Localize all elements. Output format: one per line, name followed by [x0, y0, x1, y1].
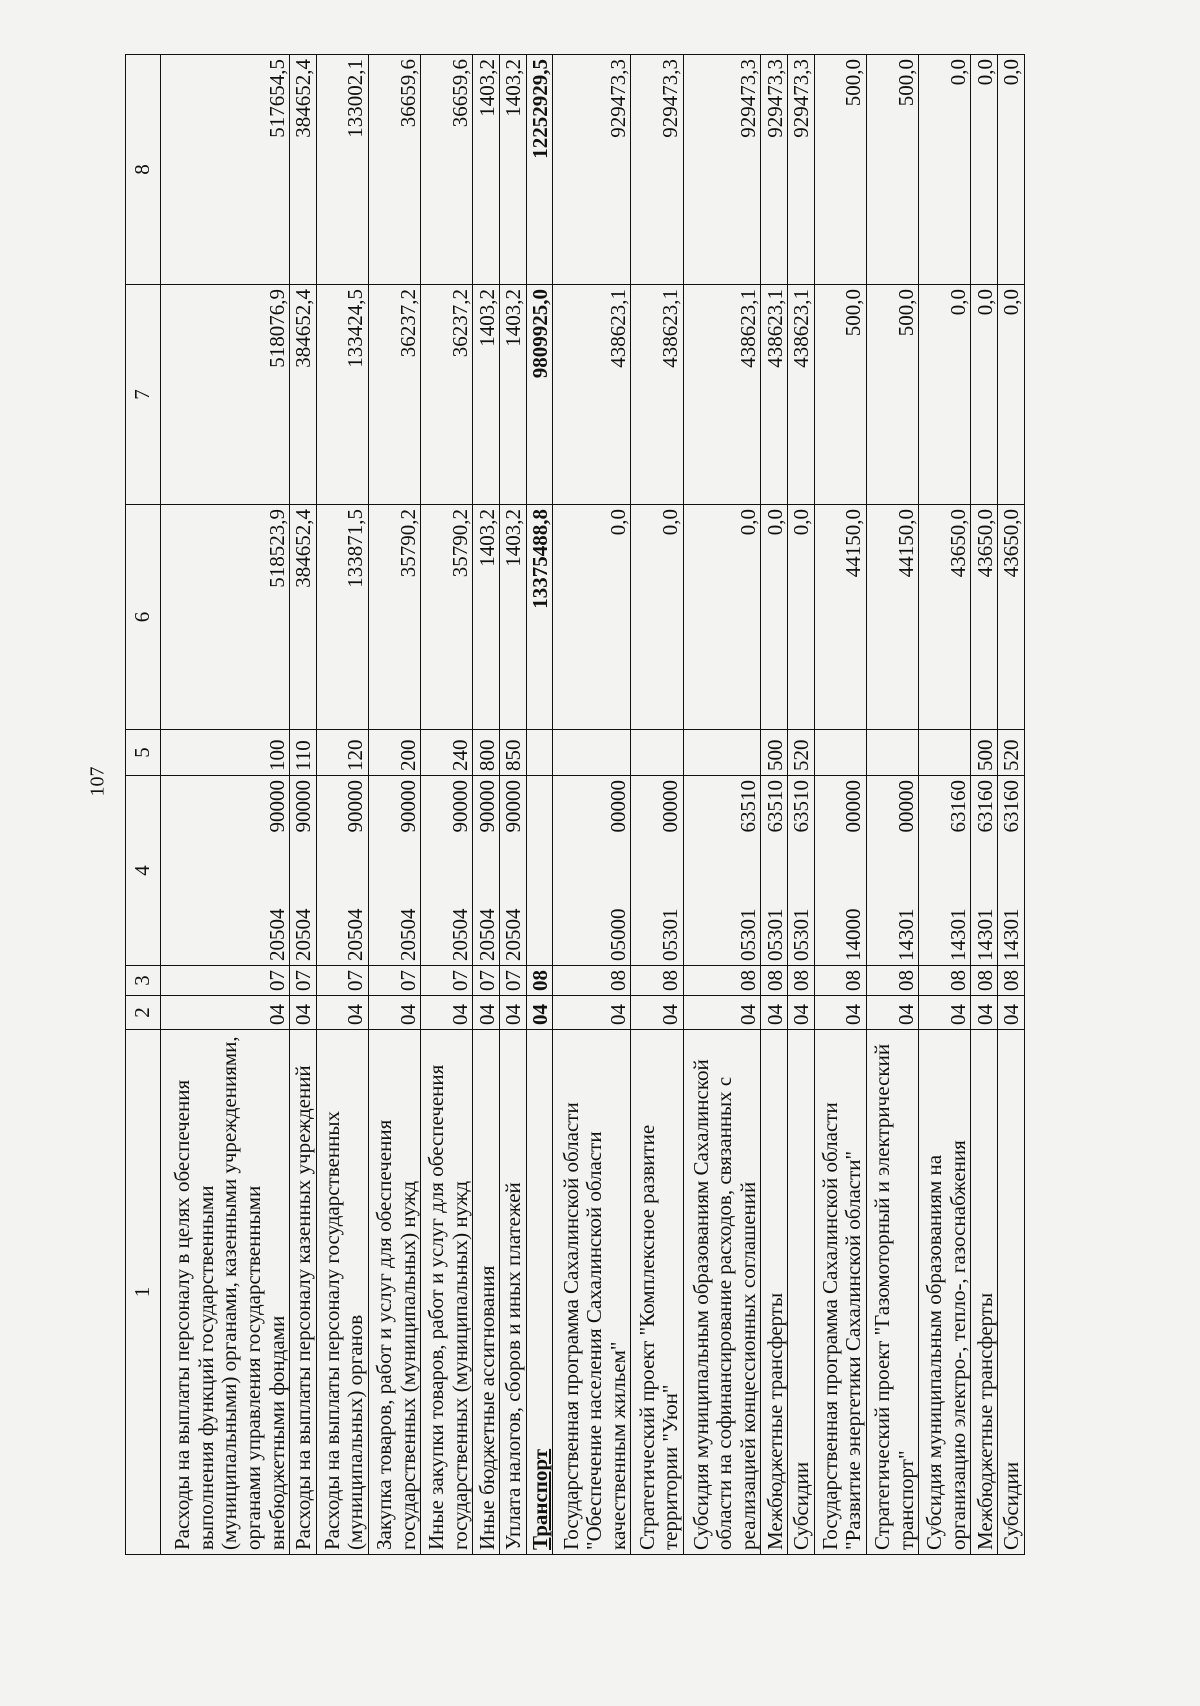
target-article-cell [683, 776, 761, 966]
subsection-code-cell: 07 [500, 966, 527, 996]
section-code-cell: 04 [368, 996, 420, 1030]
target-article-part-2: 00000 [605, 780, 630, 833]
col-header-5: 5 [126, 730, 161, 776]
target-article-part-2: 63510 [789, 780, 814, 833]
expense-type-cell [683, 730, 761, 776]
row-name-cell: Иные закупки товаров, работ и услуг для обеспечения государственных (муниципальных) нужд [421, 1030, 473, 1555]
expense-type-cell: 100 [161, 730, 290, 776]
target-article-cell [761, 776, 788, 966]
target-article-part-1: 20504 [395, 908, 420, 961]
target-article-cell [919, 776, 971, 966]
section-code-cell: 04 [473, 996, 500, 1030]
expense-type-cell: 850 [500, 730, 527, 776]
target-article-cell [473, 776, 500, 966]
amount-col6-cell: 0,0 [683, 505, 761, 730]
expense-type-cell [631, 730, 683, 776]
table-row [814, 55, 866, 1555]
amount-col8-cell: 36659,6 [421, 55, 473, 285]
section-code-cell: 04 [421, 996, 473, 1030]
target-article-part-2: 63160 [972, 780, 997, 833]
row-name-cell: Уплата налогов, сборов и иных платежей [500, 1030, 527, 1555]
section-code-cell: 04 [500, 996, 527, 1030]
table-row [866, 55, 918, 1555]
amount-col8-cell: 0,0 [971, 55, 998, 285]
expense-type-cell: 800 [473, 730, 500, 776]
target-article-part-1: 14301 [999, 908, 1024, 961]
table-row [500, 55, 527, 1555]
amount-col7-cell: 438623,1 [553, 285, 631, 505]
target-article-part-1: 14301 [972, 908, 997, 961]
amount-col8-cell: 500,0 [814, 55, 866, 285]
subsection-code-cell: 08 [683, 966, 761, 996]
subsection-code-cell: 08 [919, 966, 971, 996]
target-article-cell [316, 776, 368, 966]
expense-type-cell [866, 730, 918, 776]
table-row [971, 55, 998, 1555]
amount-col7-cell: 518076,9 [161, 285, 290, 505]
table-row [919, 55, 971, 1555]
section-code-cell: 04 [814, 996, 866, 1030]
section-code-cell: 04 [866, 996, 918, 1030]
amount-col8-cell: 500,0 [866, 55, 918, 285]
amount-col8-cell: 384652,4 [290, 55, 317, 285]
target-article-cell [553, 776, 631, 966]
subsection-code-cell: 07 [473, 966, 500, 996]
expense-type-cell [919, 730, 971, 776]
table-row [788, 55, 815, 1555]
rotated-page [125, 55, 1025, 1555]
amount-col7-cell: 0,0 [971, 285, 998, 505]
subsection-code-cell: 07 [368, 966, 420, 996]
subsection-code-cell: 08 [814, 966, 866, 996]
row-name-cell: Межбюджетные трансферты [761, 1030, 788, 1555]
col-header-6: 6 [126, 505, 161, 730]
budget-table [125, 54, 1025, 1555]
amount-col8-cell: 0,0 [998, 55, 1025, 285]
target-article-part-1: 05000 [605, 908, 630, 961]
expense-type-cell: 500 [971, 730, 998, 776]
amount-col7-cell: 438623,1 [631, 285, 683, 505]
amount-col8-cell: 1403,2 [500, 55, 527, 285]
amount-col8-cell: 929473,3 [683, 55, 761, 285]
target-article-part-1: 20504 [474, 908, 499, 961]
target-article-part-2: 63510 [762, 780, 787, 833]
section-code-cell: 04 [316, 996, 368, 1030]
table-row [421, 55, 473, 1555]
target-article-part-2: 90000 [447, 780, 472, 833]
table-row [553, 55, 631, 1555]
row-name-cell: Субсидии [788, 1030, 815, 1555]
amount-col6-cell: 1403,2 [500, 505, 527, 730]
target-article-cell [866, 776, 918, 966]
subsection-code-cell: 08 [998, 966, 1025, 996]
target-article-part-1: 05301 [735, 908, 760, 961]
amount-col8-cell: 133002,1 [316, 55, 368, 285]
target-article-part-2: 00000 [658, 780, 683, 833]
amount-col7-cell: 36237,2 [421, 285, 473, 505]
target-article-cell [500, 776, 527, 966]
target-article-cell [368, 776, 420, 966]
section-code-cell: 04 [998, 996, 1025, 1030]
row-name-cell: Иные бюджетные ассигнования [473, 1030, 500, 1555]
amount-col7-cell: 1403,2 [500, 285, 527, 505]
amount-col6-cell: 1403,2 [473, 505, 500, 730]
target-article-cell [161, 776, 290, 966]
subsection-code-cell: 07 [161, 966, 290, 996]
target-article-part-2: 00000 [893, 780, 918, 833]
expense-type-cell: 520 [998, 730, 1025, 776]
amount-col7-cell: 384652,4 [290, 285, 317, 505]
col-header-7: 7 [126, 285, 161, 505]
subsection-code-cell: 08 [631, 966, 683, 996]
row-name-cell: Государственная программа Сахалинской области "Развитие энергетики Сахалинской области" [814, 1030, 866, 1555]
amount-col7-cell: 438623,1 [788, 285, 815, 505]
row-name-cell: Стратегический проект "Газомоторный и электрический транспорт" [866, 1030, 918, 1555]
row-name-cell: Транспорт [526, 1030, 553, 1555]
amount-col8-cell: 929473,3 [553, 55, 631, 285]
amount-col8-cell: 1403,2 [473, 55, 500, 285]
col-header-1: 1 [126, 1030, 161, 1555]
table-row [368, 55, 420, 1555]
row-name-cell: Субсидия муниципальным образованиям на организацию электро-, тепло-, газоснабжения [919, 1030, 971, 1555]
amount-col6-cell: 0,0 [553, 505, 631, 730]
target-article-cell [526, 776, 553, 966]
table-row [526, 55, 553, 1555]
table-row [290, 55, 317, 1555]
amount-col7-cell: 0,0 [919, 285, 971, 505]
amount-col6-cell: 13375488,8 [526, 505, 553, 730]
amount-col6-cell: 0,0 [788, 505, 815, 730]
expense-type-cell [526, 730, 553, 776]
target-article-cell [290, 776, 317, 966]
target-article-part-1: 05301 [658, 908, 683, 961]
row-name-cell: Государственная программа Сахалинской области "Обеспечение населения Сахалинской области качественным жильем" [553, 1030, 631, 1555]
target-article-part-2: 63160 [945, 780, 970, 833]
amount-col7-cell: 0,0 [998, 285, 1025, 505]
target-article-part-1: 20504 [343, 908, 368, 961]
table-row [998, 55, 1025, 1555]
target-article-cell [788, 776, 815, 966]
target-article-part-1: 20504 [447, 908, 472, 961]
target-article-part-2: 90000 [264, 780, 289, 833]
target-article-cell [814, 776, 866, 966]
target-article-part-1: 20504 [501, 908, 526, 961]
subsection-code-cell: 07 [421, 966, 473, 996]
section-code-cell: 04 [683, 996, 761, 1030]
section-code-cell: 04 [631, 996, 683, 1030]
subsection-code-cell: 07 [316, 966, 368, 996]
amount-col8-cell: 12252929,5 [526, 55, 553, 285]
expense-type-cell [553, 730, 631, 776]
section-code-cell: 04 [919, 996, 971, 1030]
target-article-part-1: 20504 [291, 908, 316, 961]
target-article-part-1: 14000 [841, 908, 866, 961]
col-header-4: 4 [126, 776, 161, 966]
amount-col7-cell: 9809925,0 [526, 285, 553, 505]
target-article-part-2: 00000 [841, 780, 866, 833]
target-article-part-2: 63510 [735, 780, 760, 833]
target-article-cell [971, 776, 998, 966]
row-name-cell: Расходы на выплаты персоналу в целях обеспечения выполнения функций государственными (муниципальными) органами, казенными учреждениями, органами управления государственными внебюджетными фондами [161, 1030, 290, 1555]
target-article-part-1: 05301 [762, 908, 787, 961]
table-row [316, 55, 368, 1555]
amount-col8-cell: 36659,6 [368, 55, 420, 285]
page-number: 107 [86, 766, 109, 797]
amount-col6-cell: 384652,4 [290, 505, 317, 730]
expense-type-cell: 200 [368, 730, 420, 776]
amount-col7-cell: 438623,1 [683, 285, 761, 505]
section-code-cell: 04 [290, 996, 317, 1030]
amount-col6-cell: 35790,2 [421, 505, 473, 730]
amount-col6-cell: 133871,5 [316, 505, 368, 730]
target-article-part-2: 90000 [474, 780, 499, 833]
expense-type-cell: 120 [316, 730, 368, 776]
target-article-part-1: 05301 [789, 908, 814, 961]
table-row [683, 55, 761, 1555]
target-article-part-1: 20504 [264, 908, 289, 961]
expense-type-cell: 240 [421, 730, 473, 776]
subsection-code-cell: 08 [971, 966, 998, 996]
amount-col7-cell: 1403,2 [473, 285, 500, 505]
amount-col6-cell: 0,0 [631, 505, 683, 730]
row-name-cell: Расходы на выплаты персоналу казенных учреждений [290, 1030, 317, 1555]
amount-col6-cell: 44150,0 [866, 505, 918, 730]
expense-type-cell: 500 [761, 730, 788, 776]
row-name-cell: Расходы на выплаты персоналу государственных (муниципальных) органов [316, 1030, 368, 1555]
amount-col6-cell: 35790,2 [368, 505, 420, 730]
section-code-cell: 04 [971, 996, 998, 1030]
amount-col7-cell: 133424,5 [316, 285, 368, 505]
table-row [161, 55, 290, 1555]
amount-col6-cell: 43650,0 [919, 505, 971, 730]
section-code-cell: 04 [526, 996, 553, 1030]
target-article-cell [998, 776, 1025, 966]
amount-col7-cell: 36237,2 [368, 285, 420, 505]
table-row [761, 55, 788, 1555]
section-code-cell: 04 [788, 996, 815, 1030]
subsection-code-cell: 08 [553, 966, 631, 996]
table-row [473, 55, 500, 1555]
amount-col7-cell: 500,0 [866, 285, 918, 505]
amount-col8-cell: 0,0 [919, 55, 971, 285]
target-article-part-1: 14301 [945, 908, 970, 961]
target-article-part-2: 63160 [999, 780, 1024, 833]
target-article-part-2: 90000 [395, 780, 420, 833]
col-header-3: 3 [126, 966, 161, 996]
amount-col8-cell: 929473,3 [788, 55, 815, 285]
target-article-cell [421, 776, 473, 966]
target-article-part-2: 90000 [343, 780, 368, 833]
expense-type-cell [814, 730, 866, 776]
row-name-cell: Стратегический проект "Комплексное развитие территории "Уюн" [631, 1030, 683, 1555]
expense-type-cell: 520 [788, 730, 815, 776]
section-code-cell: 04 [553, 996, 631, 1030]
target-article-part-1: 14301 [893, 908, 918, 961]
amount-col7-cell: 500,0 [814, 285, 866, 505]
subsection-code-cell: 08 [761, 966, 788, 996]
amount-col6-cell: 43650,0 [971, 505, 998, 730]
section-code-cell: 04 [761, 996, 788, 1030]
amount-col8-cell: 929473,3 [631, 55, 683, 285]
row-name-cell: Субсидия муниципальным образованиям Сахалинской области на софинансирование расходов, связанных с реализацией концессионных соглашений [683, 1030, 761, 1555]
col-header-2: 2 [126, 996, 161, 1030]
row-name-cell: Закупка товаров, работ и услуг для обеспечения государственных (муниципальных) нужд [368, 1030, 420, 1555]
target-article-part-2: 90000 [291, 780, 316, 833]
amount-col6-cell: 518523,9 [161, 505, 290, 730]
subsection-code-cell: 08 [526, 966, 553, 996]
subsection-code-cell: 07 [290, 966, 317, 996]
amount-col6-cell: 43650,0 [998, 505, 1025, 730]
header-row [126, 55, 161, 1555]
amount-col7-cell: 438623,1 [761, 285, 788, 505]
row-name-cell: Межбюджетные трансферты [971, 1030, 998, 1555]
target-article-cell [631, 776, 683, 966]
target-article-part-2: 90000 [501, 780, 526, 833]
section-code-cell: 04 [161, 996, 290, 1030]
row-name-cell: Субсидии [998, 1030, 1025, 1555]
amount-col6-cell: 0,0 [761, 505, 788, 730]
expense-type-cell: 110 [290, 730, 317, 776]
subsection-code-cell: 08 [788, 966, 815, 996]
amount-col8-cell: 517654,5 [161, 55, 290, 285]
amount-col6-cell: 44150,0 [814, 505, 866, 730]
col-header-8: 8 [126, 55, 161, 285]
table-row [631, 55, 683, 1555]
amount-col8-cell: 929473,3 [761, 55, 788, 285]
subsection-code-cell: 08 [866, 966, 918, 996]
